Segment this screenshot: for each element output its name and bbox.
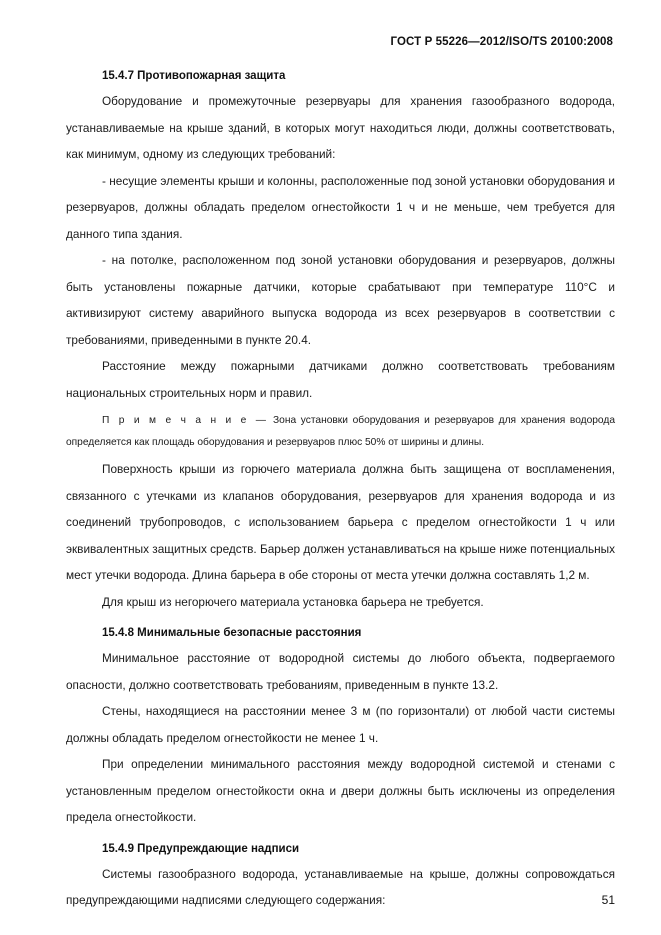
page-number: 51 — [601, 893, 615, 907]
paragraph: Оборудование и промежуточные резервуары для хранения газообразного водорода, устанавливаемые на крыше зданий, в которых могут находиться люди, должны соответствовать, как минимум, одному из следующих требований: — [66, 94, 615, 161]
paragraph: Стены, находящиеся на расстоянии менее 3 м (по горизонтали) от любой части системы должны обладать пределом огнестойкости не менее 1 ч. — [66, 704, 615, 745]
paragraph: Расстояние между пожарными датчиками должно соответствовать требованиям национальных строительных норм и правил. — [66, 359, 615, 400]
section-heading: 15.4.9 Предупреждающие надписи — [102, 842, 300, 855]
section-15-4-8 — [66, 627, 615, 831]
section-heading: 15.4.8 Минимальные безопасные расстояния — [102, 627, 362, 639]
section-15-4-7 — [66, 70, 615, 615]
page-header: ГОСТ Р 55226—2012/ISO/TS 20100:2008 — [390, 36, 613, 48]
paragraph: Для крыш из негорючего материала установка барьера не требуется. — [102, 594, 484, 609]
note-paragraph — [66, 410, 615, 454]
paragraph: - несущие элементы крыши и колонны, расположенные под зоной установки оборудования и резервуаров, должны обладать пределом огнестойкости 1 ч и не меньше, чем требуется для данного типа здания. — [66, 173, 615, 241]
paragraph: - на потолке, расположенном под зоной установки оборудования и резервуаров, должны быть установлены пожарные датчики, которые срабатывают при температуре 110°С и активизируют систему аварийного выпуска водорода из всех резервуаров в соответствии с требованиями, приведенными в пункте 20.4. — [66, 253, 615, 347]
paragraph: При определении минимального расстояния между водородной системой и стенами с установленным пределом огнестойкости окна и двери должны быть исключены из определения предела огнестойкости. — [66, 757, 615, 824]
note-text: Зона установки оборудования и резервуаров для хранения водорода определяется как площадь оборудования и резервуаров плюс 50% от ширины и длины. — [66, 415, 615, 448]
note-label: П р и м е ч а н и е — — [102, 415, 269, 426]
paragraph: Системы газообразного водорода, устанавливаемые на крыше, должны сопровождаться предупреждающими надписями следующего содержания: — [66, 866, 615, 907]
section-15-4-9 — [66, 843, 615, 914]
paragraph: Минимальное расстояние от водородной системы до любого объекта, подвергаемого опасности, должно соответствовать требованиям, приведенным в пункте 13.2. — [66, 651, 615, 692]
paragraph: Поверхность крыши из горючего материала должна быть защищена от воспламенения, связанного с утечками из клапанов оборудования, резервуаров для хранения водорода и из соединений трубопроводов, с использованием барьера с пределом огнестойкости 1 ч или эквивалентных защитных средств. Барьер должен устанавливаться на крыше ниже потенциальных мест утечки водорода. Длина барьера в обе стороны от места утечки должна составлять 1,2 м. — [66, 462, 615, 582]
section-heading: 15.4.7 Противопожарная защита — [102, 70, 286, 82]
